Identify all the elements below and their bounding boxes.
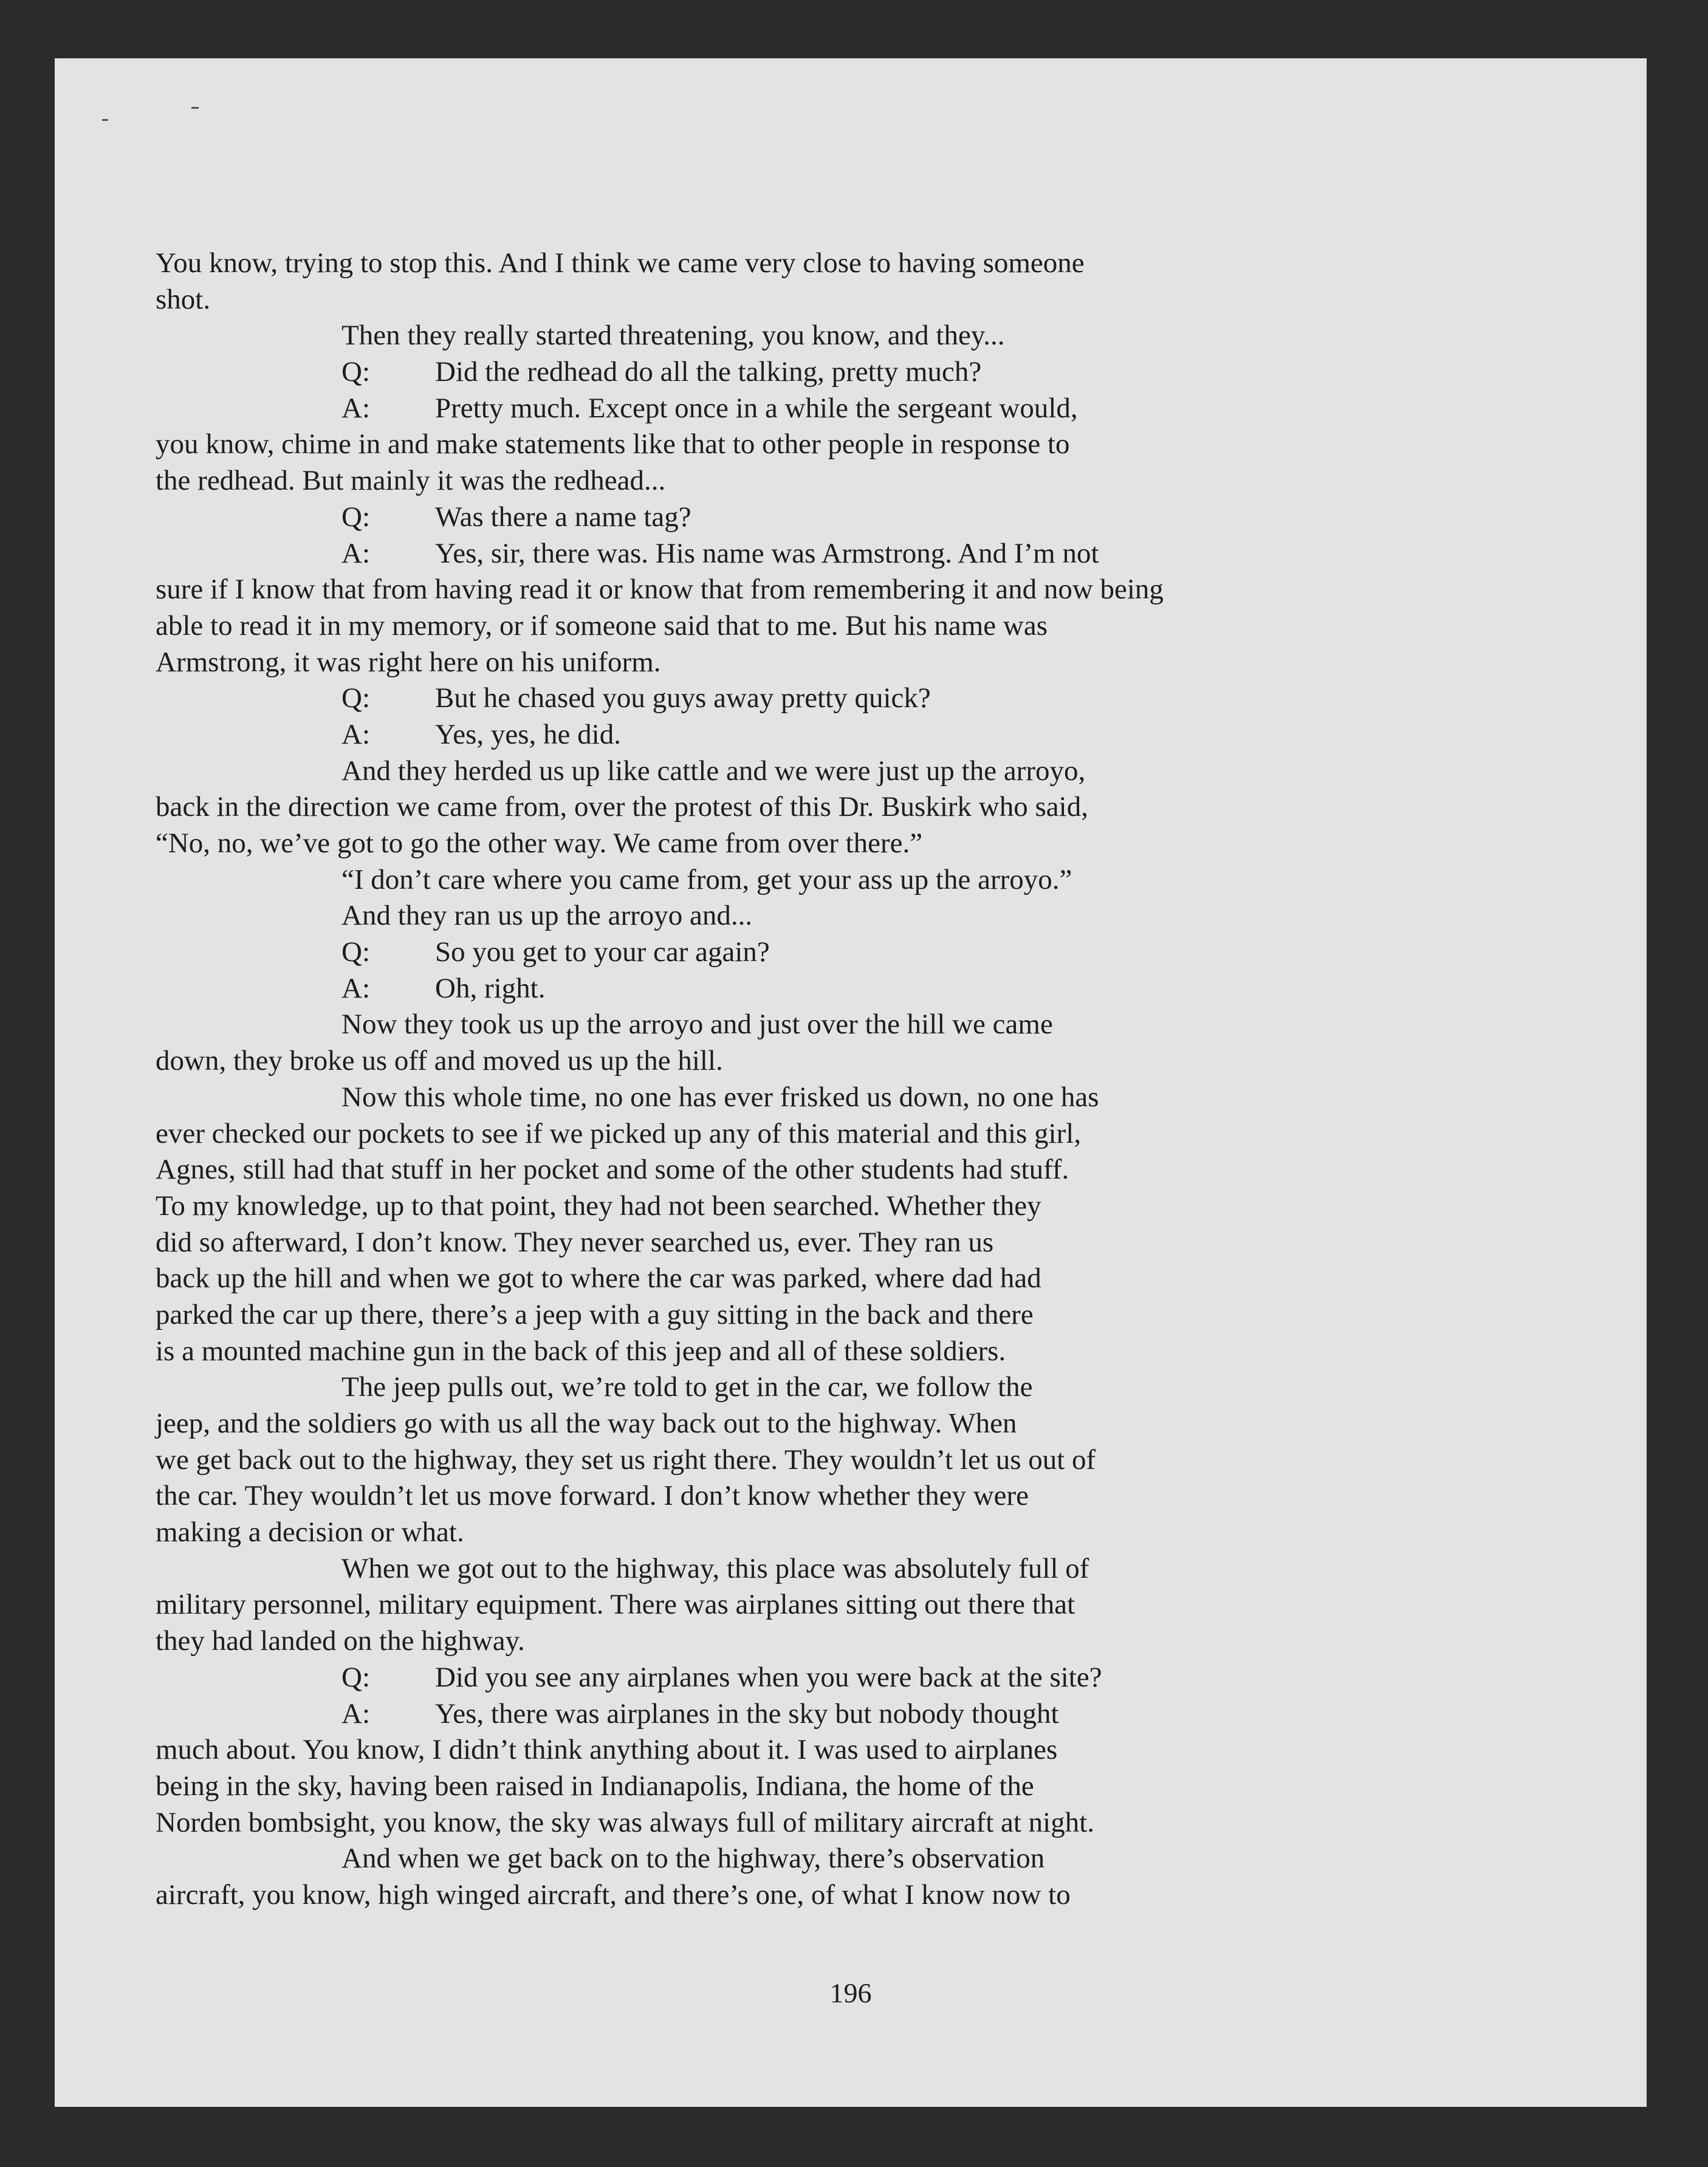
- qa-line: [156, 499, 1188, 536]
- speaker-label: Q:: [341, 356, 370, 388]
- text-line: shot.: [156, 283, 211, 315]
- line-text: Did you see any airplanes when you were back at the site?: [435, 1661, 1102, 1693]
- text-line: did so afterward, I don’t know. They never searched us, ever. They ran us: [156, 1226, 994, 1258]
- text-line: Agnes, still had that stuff in her pocket and some of the other students had stuff.: [156, 1154, 1069, 1186]
- text-line: aircraft, you know, high winged aircraft, and there’s one, of what I know now to: [156, 1878, 1071, 1911]
- transcript-text: [156, 245, 1188, 1914]
- qa-line: [156, 536, 1188, 572]
- text-line: you know, chime in and make statements like that to other people in response to: [156, 428, 1070, 460]
- page-number: 196: [829, 1977, 872, 2008]
- speaker-label: A:: [341, 1697, 370, 1730]
- line-text: Yes, sir, there was. His name was Armstrong. And I’m not: [435, 537, 1099, 569]
- line-text: Was there a name tag?: [435, 501, 691, 533]
- qa-line: [156, 391, 1188, 427]
- text-line: When we got out to the highway, this place was absolutely full of: [341, 1552, 1089, 1584]
- text-line: parked the car up there, there’s a jeep with a guy sitting in the back and there: [156, 1298, 1034, 1330]
- qa-line: [156, 1696, 1188, 1733]
- text-line: military personnel, military equipment. There was airplanes sitting out there that: [156, 1589, 1075, 1621]
- text-line: sure if I know that from having read it or know that from remembering it and now being: [156, 573, 1164, 606]
- text-line: they had landed on the highway.: [156, 1625, 525, 1657]
- text-line: making a decision or what.: [156, 1516, 464, 1549]
- qa-line: [156, 1660, 1188, 1696]
- speaker-label: A:: [341, 972, 370, 1004]
- text-line: the car. They wouldn’t let us move forward. I don’t know whether they were: [156, 1480, 1029, 1512]
- text-line: And they herded us up like cattle and we were just up the arroyo,: [341, 755, 1086, 787]
- text-line: the redhead. But mainly it was the redhead...: [156, 465, 666, 497]
- qa-line: [156, 934, 1188, 971]
- text-line: “I don’t care where you came from, get your ass up the arroyo.”: [341, 863, 1072, 895]
- speaker-label: Q:: [341, 501, 370, 533]
- text-line: being in the sky, having been raised in Indianapolis, Indiana, the home of the: [156, 1770, 1034, 1802]
- qa-line: [156, 717, 1188, 753]
- text-line: back in the direction we came from, over the protest of this Dr. Buskirk who said,: [156, 791, 1088, 823]
- line-text: Pretty much. Except once in a while the sergeant would,: [435, 392, 1078, 424]
- text-line: To my knowledge, up to that point, they had not been searched. Whether they: [156, 1190, 1041, 1222]
- speaker-label: Q:: [341, 1661, 370, 1693]
- text-line: is a mounted machine gun in the back of this jeep and all of these soldiers.: [156, 1335, 1006, 1367]
- speaker-label: Q:: [341, 682, 370, 714]
- text-line: Now they took us up the arroyo and just over the hill we came: [341, 1008, 1053, 1041]
- text-line: Armstrong, it was right here on his uniform.: [156, 646, 661, 678]
- text-line: ever checked our pockets to see if we picked up any of this material and this girl,: [156, 1117, 1082, 1149]
- line-text: Yes, yes, he did.: [435, 718, 621, 750]
- scan-mark: [191, 107, 199, 109]
- scan-mark: [102, 119, 108, 121]
- line-text: Yes, there was airplanes in the sky but nobody thought: [435, 1697, 1059, 1730]
- text-line: back up the hill and when we got to where the car was parked, where dad had: [156, 1262, 1041, 1295]
- text-line: Then they really started threatening, you know, and they...: [341, 320, 1005, 352]
- text-line: we get back out to the highway, they set us right there. They wouldn’t let us out of: [156, 1443, 1096, 1476]
- line-text: So you get to your car again?: [435, 936, 770, 968]
- qa-line: [156, 354, 1188, 391]
- text-line: much about. You know, I didn’t think anything about it. I was used to airplanes: [156, 1734, 1058, 1766]
- text-line: You know, trying to stop this. And I think we came very close to having someone: [156, 247, 1085, 279]
- text-line: Norden bombsight, you know, the sky was always full of military aircraft at night.: [156, 1806, 1095, 1838]
- document-page: [55, 58, 1647, 2107]
- text-line: And they ran us up the arroyo and...: [341, 900, 753, 932]
- speaker-label: A:: [341, 718, 370, 750]
- line-text: But he chased you guys away pretty quick?: [435, 682, 931, 714]
- qa-line: [156, 680, 1188, 717]
- text-line: down, they broke us off and moved us up the hill.: [156, 1045, 723, 1077]
- text-line: And when we get back on to the highway, there’s observation: [341, 1843, 1045, 1875]
- speaker-label: A:: [341, 537, 370, 569]
- speaker-label: Q:: [341, 936, 370, 968]
- text-line: Now this whole time, no one has ever frisked us down, no one has: [341, 1081, 1099, 1113]
- text-line: able to read it in my memory, or if someone said that to me. But his name was: [156, 609, 1048, 642]
- line-text: Did the redhead do all the talking, pretty much?: [435, 356, 982, 388]
- text-line: jeep, and the soldiers go with us all the way back out to the highway. When: [156, 1408, 1017, 1439]
- line-text: Oh, right.: [435, 972, 546, 1004]
- qa-line: [156, 971, 1188, 1007]
- text-line: The jeep pulls out, we’re told to get in the car, we follow the: [341, 1371, 1033, 1403]
- text-line: “No, no, we’ve got to go the other way. We came from over there.”: [156, 827, 923, 859]
- speaker-label: A:: [341, 392, 370, 424]
